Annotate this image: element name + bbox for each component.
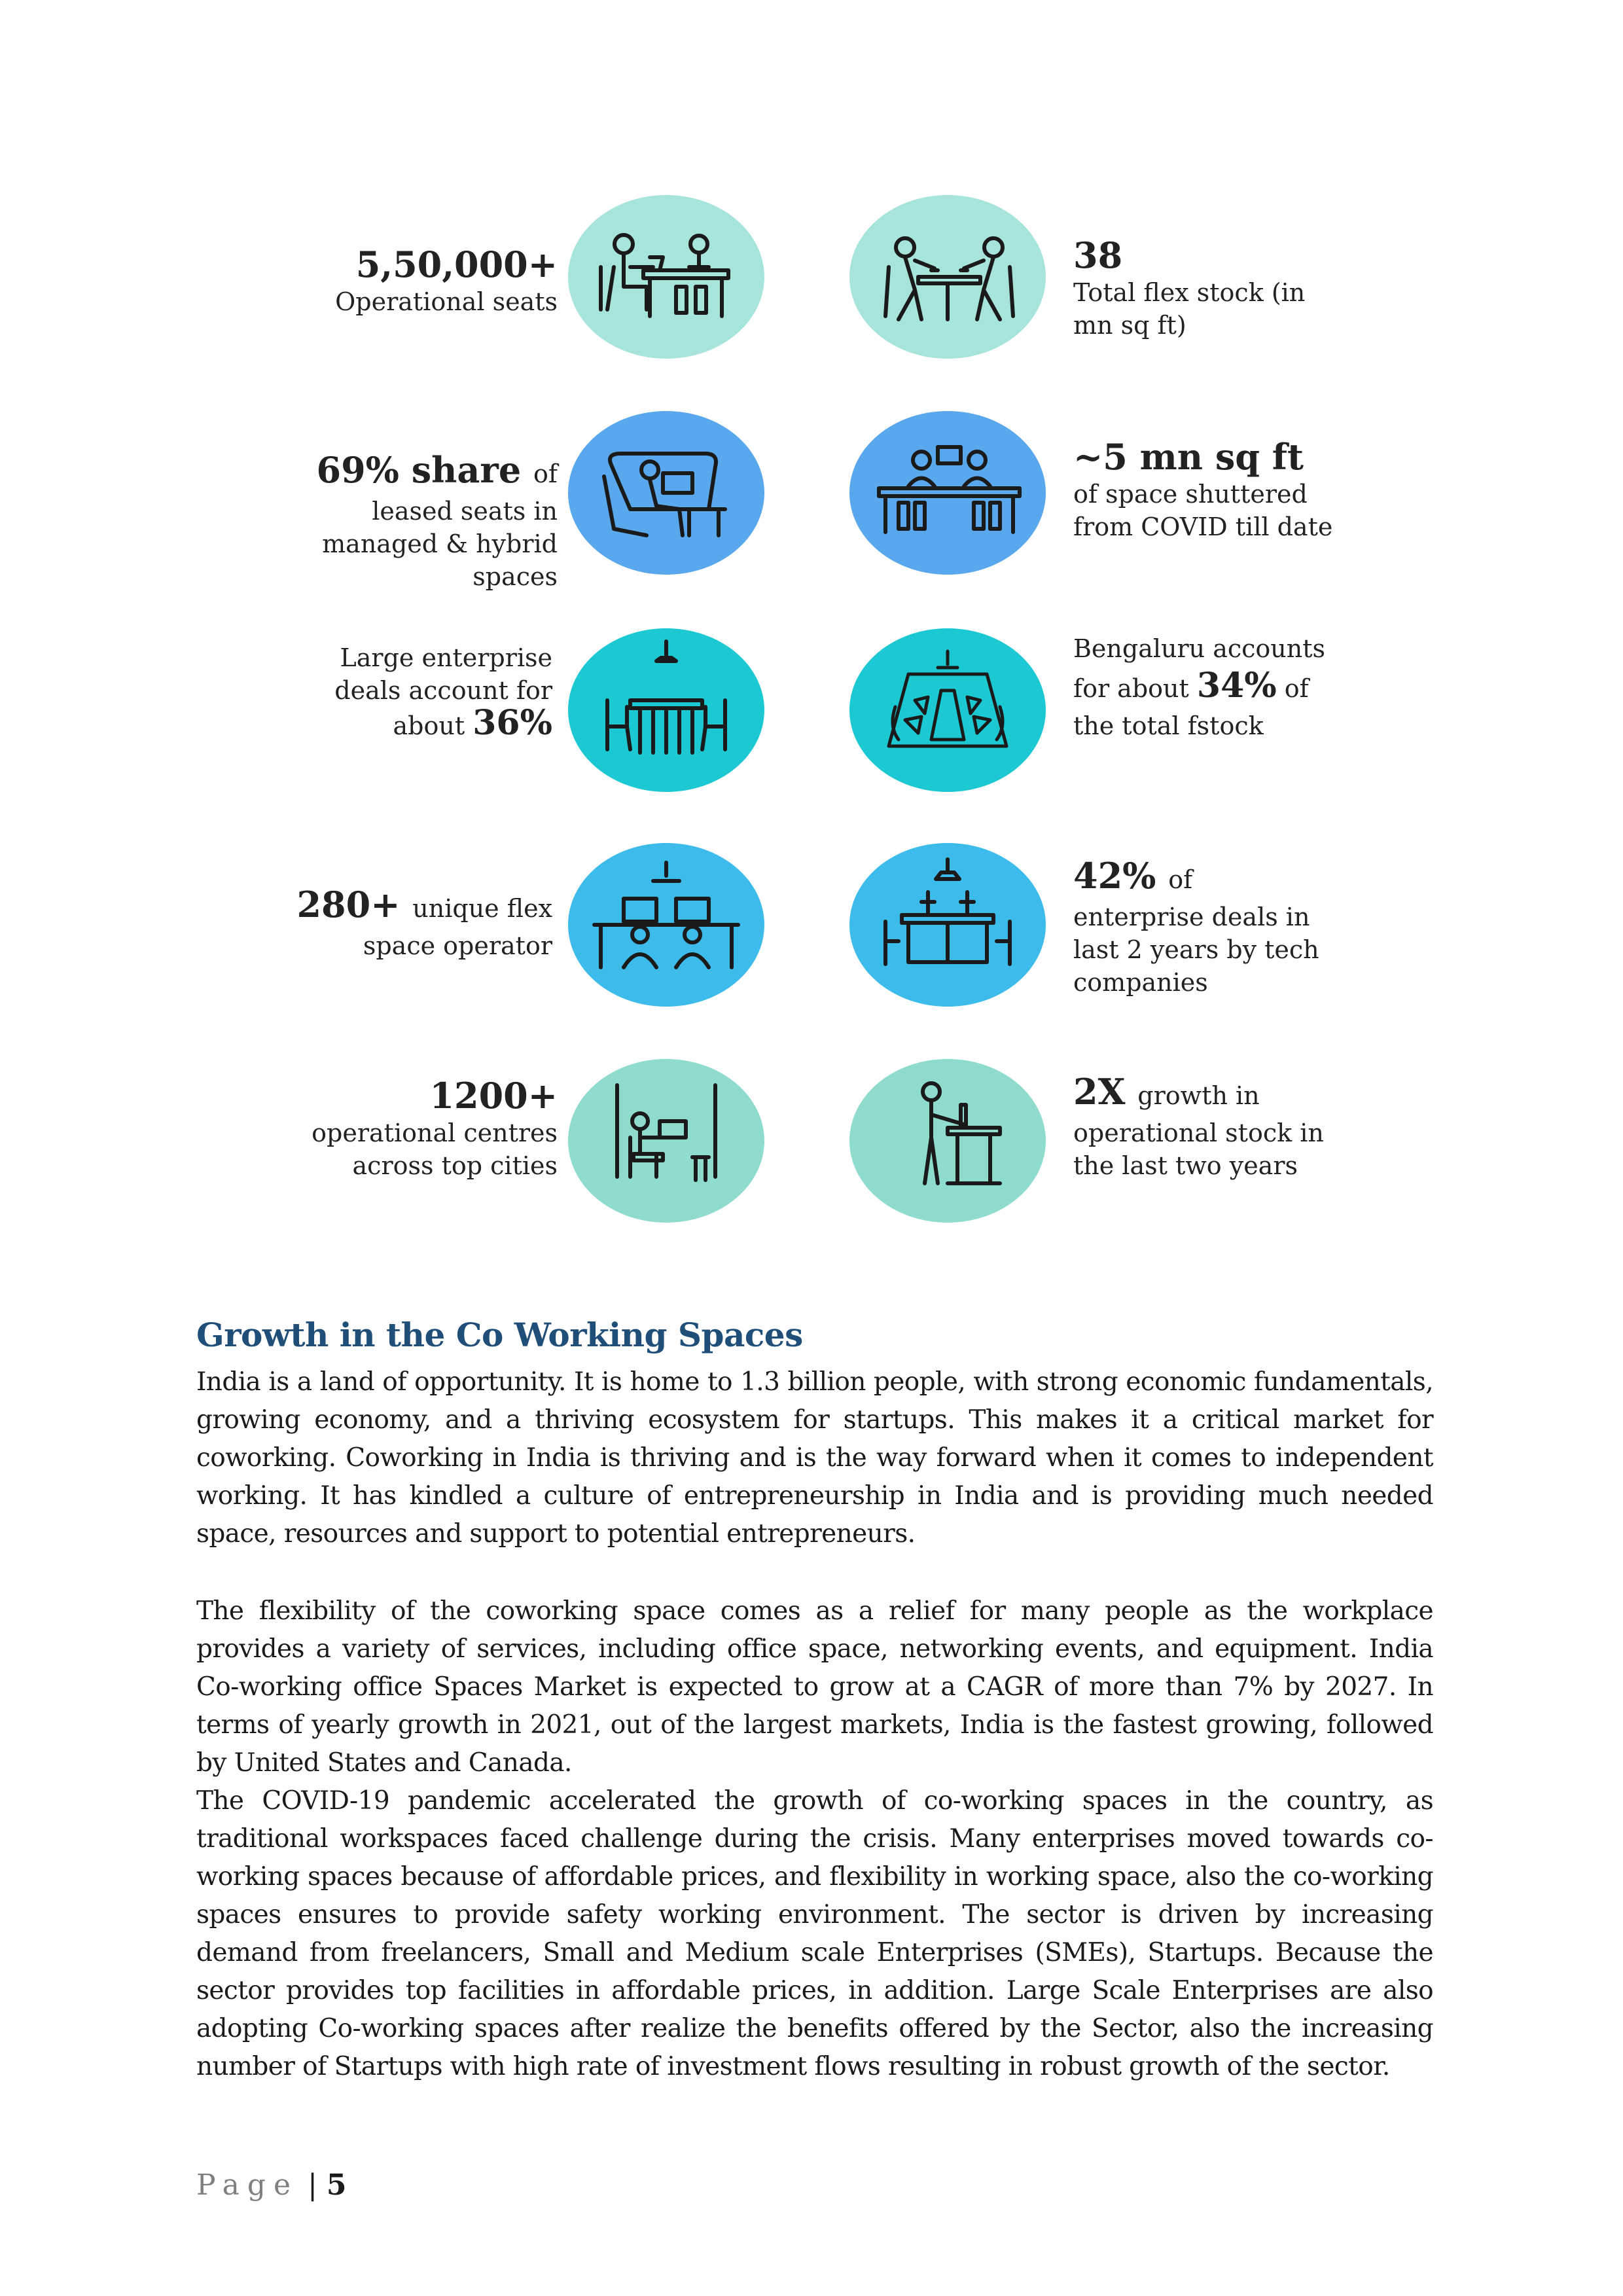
stat-label: enterprise deals in	[1073, 903, 1310, 931]
stat-value: 34%	[1196, 666, 1277, 706]
stat-label: the total fstock	[1073, 711, 1264, 740]
stat-large-enterprise-deals	[334, 641, 552, 742]
meeting-icon	[849, 195, 1046, 359]
footer-separator: |	[308, 2168, 317, 2202]
stat-label: managed & hybrid	[322, 529, 558, 558]
cubicle-worker-icon	[568, 1059, 764, 1223]
stat-leased-seats-share	[317, 449, 558, 593]
stat-suffix: of	[1168, 865, 1193, 894]
standing-desk-icon	[849, 1059, 1046, 1223]
paragraph: The flexibility of the coworking space comes as a relief for many people as the workplace provides a variety of services, including office space, networking events, and equipment. India Co-working office Spaces Market is expected to grow at a CAGR of more than 7% by 2027. In terms of yearly growth in 2021, out of the largest markets, India is the fastest growing, followed by United States and Canada.	[196, 1596, 1433, 1778]
stat-label: across top cities	[352, 1151, 558, 1180]
stat-value	[1073, 1071, 1324, 1117]
stat-label: the last two years	[1073, 1151, 1298, 1180]
stat-label: Bengaluru accounts	[1073, 634, 1326, 663]
stat-suffix: of	[1284, 674, 1309, 703]
shared-desk-icon	[849, 411, 1046, 575]
stat-label: companies	[1073, 968, 1208, 997]
stat-value-text: 42%	[1073, 855, 1156, 897]
stat-label: operational centres	[312, 1119, 558, 1147]
stat-label: space operator	[363, 931, 552, 960]
dining-table-lamp-icon	[568, 628, 764, 792]
stat-value: 38	[1073, 234, 1123, 276]
stat-bengaluru-share	[1073, 632, 1325, 742]
stat-label: last 2 years by tech	[1073, 935, 1319, 964]
stat-label: operational stock in	[1073, 1119, 1324, 1147]
stat-label: mn sq ft)	[1073, 311, 1186, 340]
stat-value-text: 280+	[296, 884, 401, 925]
team-workstation-icon	[568, 843, 764, 1007]
two-people-at-desk-icon	[568, 195, 764, 359]
stat-label: spaces	[473, 562, 558, 591]
stat-value-text: 2X	[1073, 1071, 1126, 1113]
stat-label: deals account for	[334, 676, 552, 705]
stat-label: from COVID till date	[1073, 512, 1333, 541]
stat-value: 1200+	[429, 1075, 558, 1117]
stat-tech-enterprise-deals	[1073, 855, 1319, 999]
stat-label: Operational seats	[335, 287, 558, 316]
stat-space-shuttered	[1073, 436, 1332, 543]
page-number: 5	[326, 2168, 347, 2202]
stat-value	[1073, 855, 1319, 901]
stat-value-text: 69% share	[316, 449, 522, 491]
stat-suffix: of	[533, 459, 558, 488]
stat-unique-operators	[296, 884, 552, 962]
stat-suffix: growth in	[1137, 1081, 1260, 1110]
stat-label	[1073, 665, 1325, 709]
conference-room-icon	[849, 628, 1046, 792]
stat-value: 5,50,000+	[355, 243, 558, 285]
stat-operational-seats	[335, 243, 558, 318]
stat-label: Large enterprise	[340, 643, 552, 672]
stat-label: of space shuttered	[1073, 480, 1308, 509]
stat-label	[334, 703, 552, 743]
stat-label: Total flex stock (in	[1073, 278, 1306, 307]
lounge-worker-icon	[568, 411, 764, 575]
stat-value: ~5 mn sq ft	[1073, 436, 1304, 478]
paragraph: India is a land of opportunity. It is home to 1.3 billion people, with strong economic fundamentals, growing economy, and a thriving ecosystem for startups. This makes it a critical market for coworking. Coworking in India is thriving and is the way forward when it comes to independent working. It has kindled a culture of entrepreneurship in India and is providing much needed space, resources and support to potential entrepreneurs.	[196, 1367, 1433, 1549]
stat-suffix: unique flex	[412, 894, 552, 923]
stat-prefix: for about	[1073, 674, 1189, 703]
page-footer	[196, 2168, 347, 2202]
paragraph: The COVID-19 pandemic accelerated the growth of co-working spaces in the country, as traditional workspaces faced challenge during the crisis. Many enterprises moved towards co-working spaces because of affordable prices, and flexibility in working space, also the co-working spaces ensures to provide safety working environment. The sector is driven by increasing demand from freelancers, Small and Medium scale Enterprises (SMEs), Startups. Because the sector provides top facilities in affordable prices, in addition. Large Scale Enterprises are also adopting Co-working spaces after realize the benefits offered by the Sector, also the increasing number of Startups with high rate of investment flows resulting in robust growth of the sector.	[196, 1786, 1433, 2081]
section-heading: Growth in the Co Working Spaces	[196, 1316, 803, 1354]
stat-value: 36%	[473, 703, 552, 743]
page-label: Page	[196, 2168, 299, 2202]
office-table-lamp-icon	[849, 843, 1046, 1007]
stat-operational-centres	[312, 1075, 558, 1182]
stat-value	[317, 449, 558, 495]
stat-label: leased seats in	[372, 497, 558, 526]
stat-flex-stock	[1073, 234, 1305, 342]
stat-value	[296, 884, 552, 929]
stat-prefix: about	[393, 711, 465, 740]
stat-growth-stock	[1073, 1071, 1324, 1182]
